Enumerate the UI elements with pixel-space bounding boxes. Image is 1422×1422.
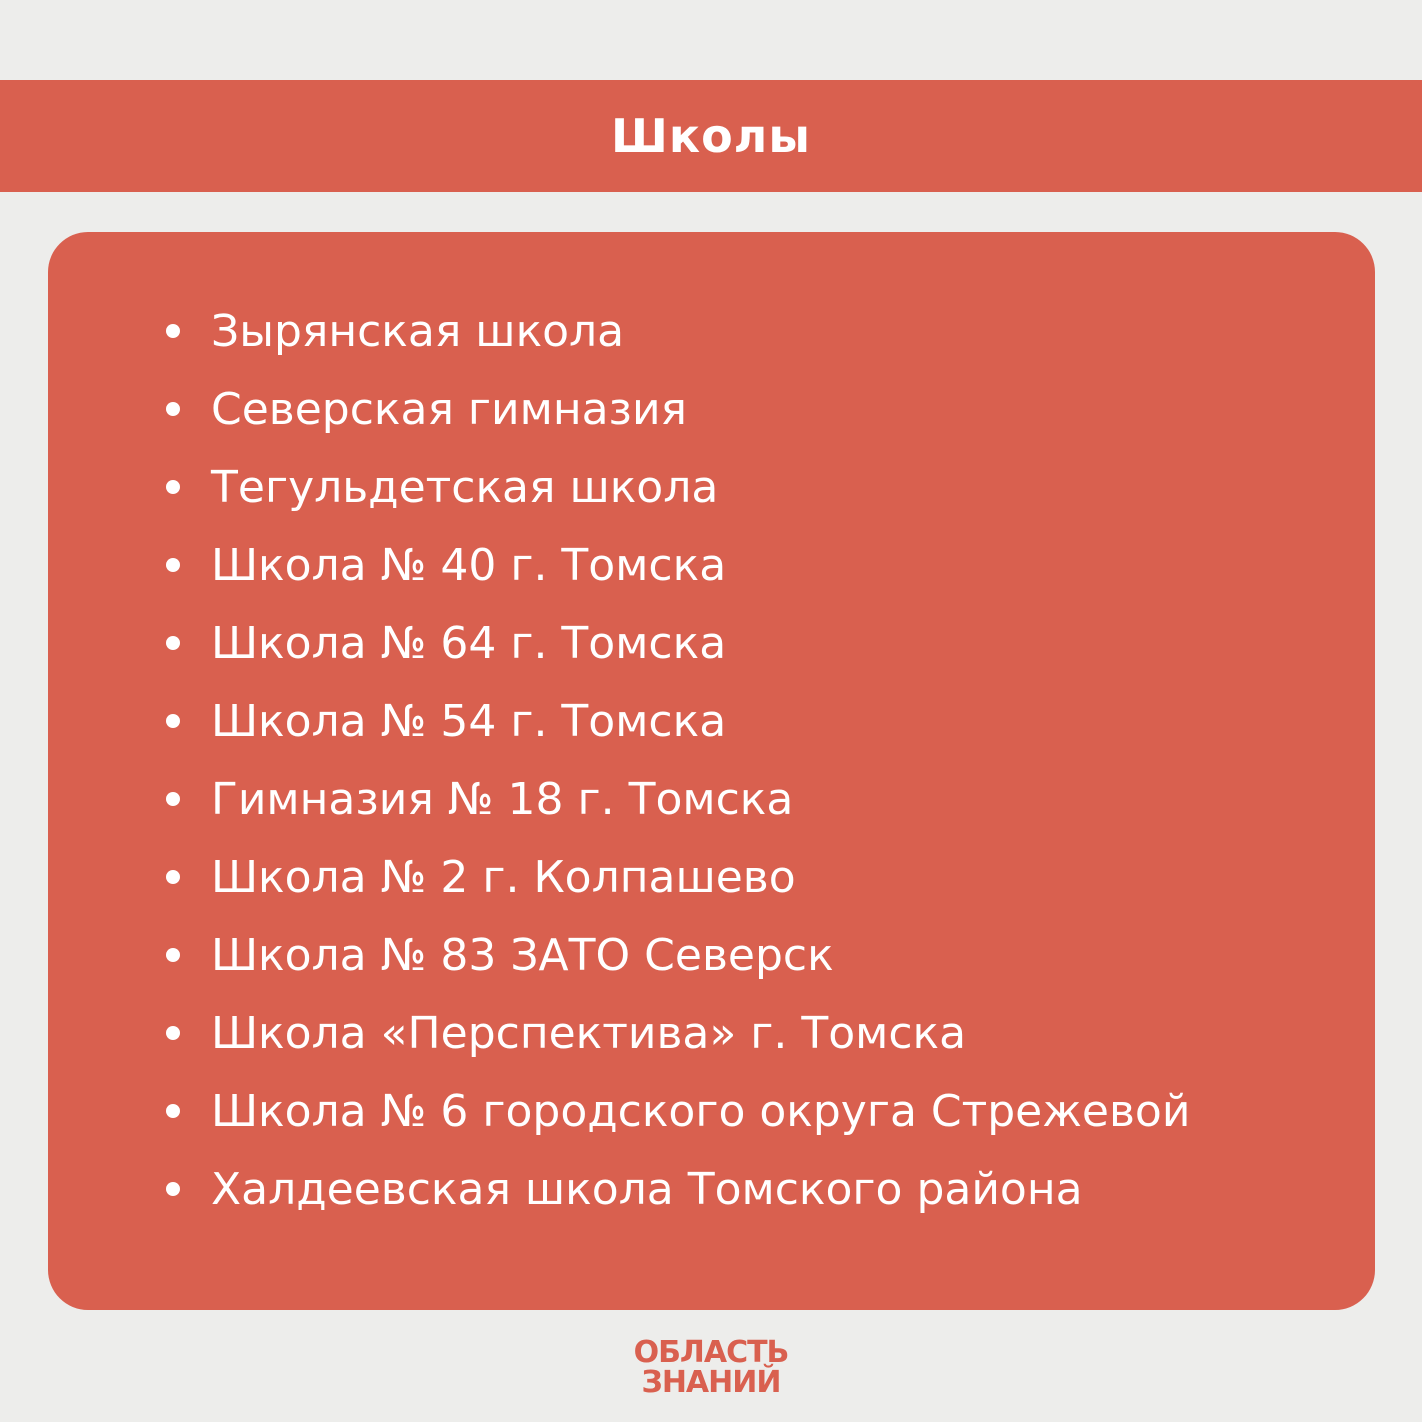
bullet-icon xyxy=(166,1026,180,1040)
school-name: Гимназия № 18 г. Томска xyxy=(211,773,794,825)
school-name: Школа № 54 г. Томска xyxy=(211,695,727,747)
list-item xyxy=(166,760,1190,838)
list-item xyxy=(166,682,1190,760)
list-item xyxy=(166,292,1190,370)
schools-card xyxy=(48,232,1375,1310)
bullet-icon xyxy=(166,948,180,962)
school-name: Тегульдетская школа xyxy=(211,461,719,513)
school-name: Школа № 2 г. Колпашево xyxy=(211,851,796,903)
bullet-icon xyxy=(166,714,180,728)
list-item xyxy=(166,838,1190,916)
school-name: Зырянская школа xyxy=(211,305,625,357)
bullet-icon xyxy=(166,1182,180,1196)
bullet-icon xyxy=(166,480,180,494)
bullet-icon xyxy=(166,870,180,884)
school-name: Школа № 40 г. Томска xyxy=(211,539,727,591)
list-item xyxy=(166,916,1190,994)
bullet-icon xyxy=(166,558,180,572)
page-title: Школы xyxy=(611,109,811,163)
list-item xyxy=(166,1072,1190,1150)
bullet-icon xyxy=(166,324,180,338)
brand-logo xyxy=(0,1335,1422,1400)
list-item xyxy=(166,1150,1190,1228)
bullet-icon xyxy=(166,1104,180,1118)
school-name: Халдеевская школа Томского района xyxy=(211,1163,1083,1215)
school-name: Школа «Перспектива» г. Томска xyxy=(211,1007,967,1059)
school-name: Школа № 83 ЗАТО Северск xyxy=(211,929,834,981)
logo-line-1: ОБЛАСТЬ xyxy=(633,1335,789,1370)
list-item xyxy=(166,526,1190,604)
bullet-icon xyxy=(166,402,180,416)
list-item xyxy=(166,994,1190,1072)
school-name: Школа № 6 городского округа Стрежевой xyxy=(211,1085,1191,1137)
logo-line-2: ЗНАНИЙ xyxy=(641,1365,781,1400)
school-name: Школа № 64 г. Томска xyxy=(211,617,727,669)
bullet-icon xyxy=(166,636,180,650)
list-item xyxy=(166,604,1190,682)
list-item xyxy=(166,370,1190,448)
bullet-icon xyxy=(166,792,180,806)
school-name: Северская гимназия xyxy=(211,383,688,435)
list-item xyxy=(166,448,1190,526)
header-band xyxy=(0,80,1422,192)
school-list xyxy=(166,292,1190,1228)
